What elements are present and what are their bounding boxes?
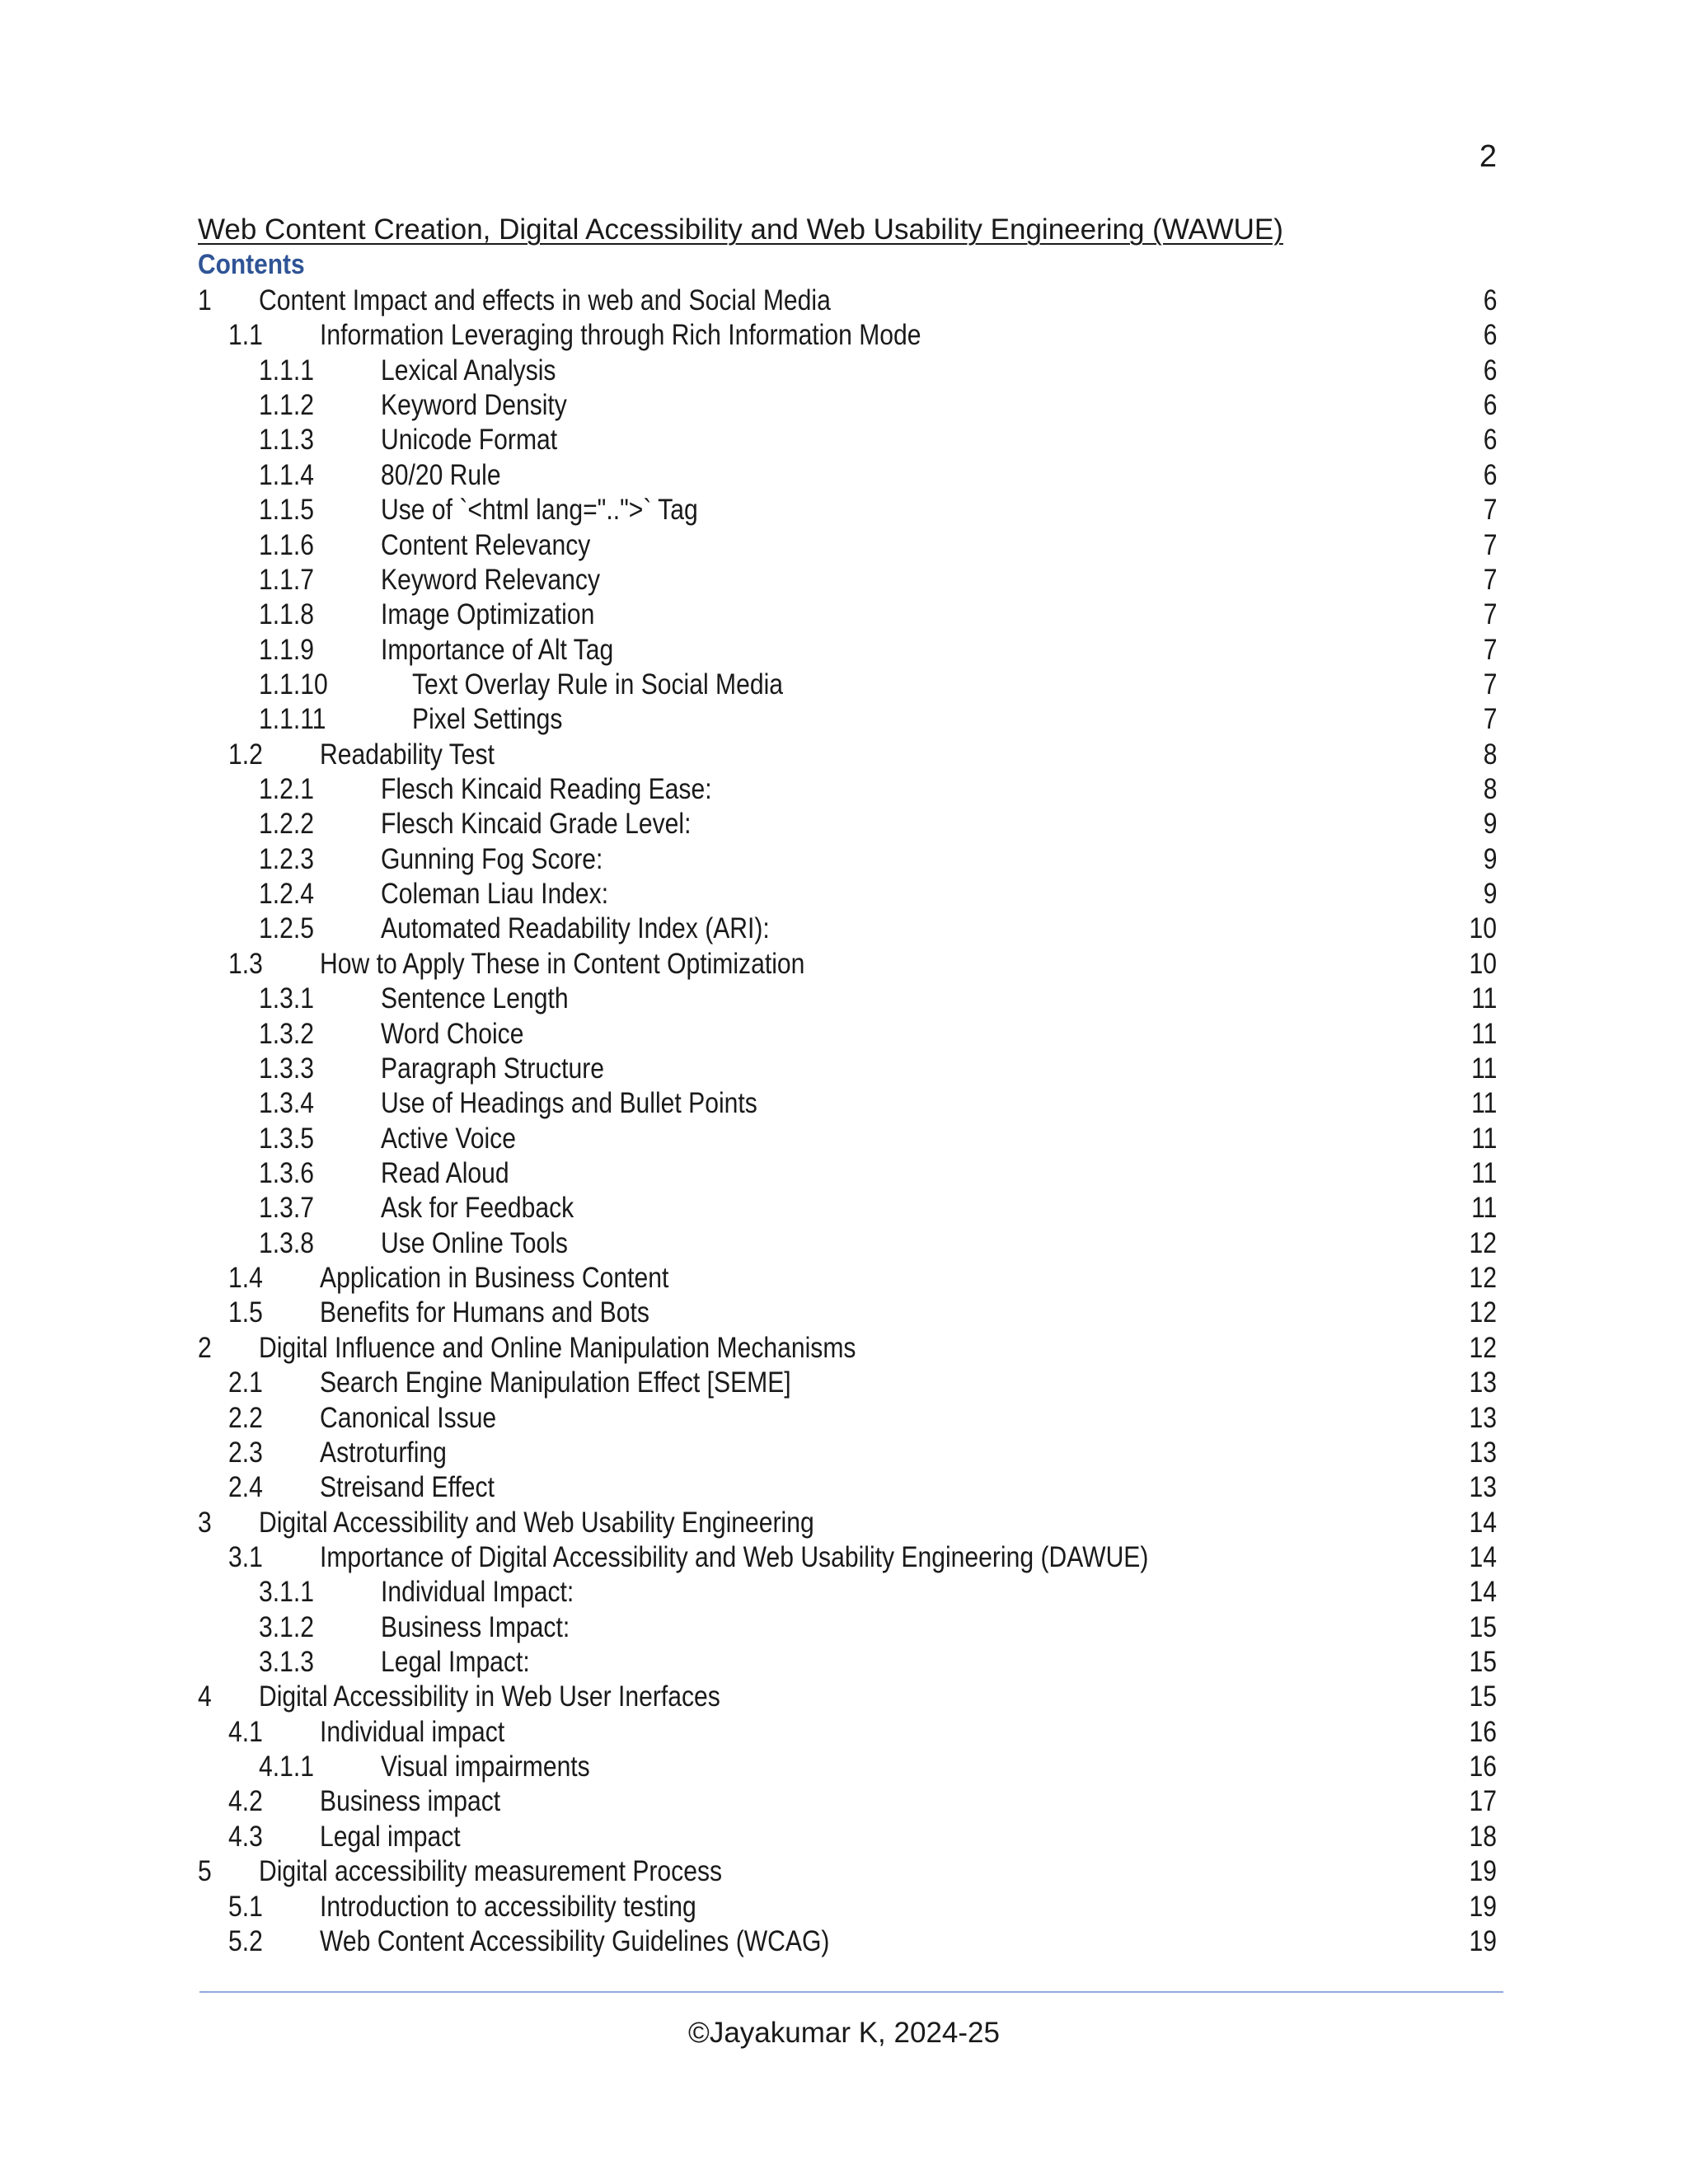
toc-entry-title: Individual Impact: bbox=[381, 1576, 574, 1609]
toc-entry[interactable] bbox=[0, 1366, 1688, 1400]
toc-entry[interactable] bbox=[0, 1784, 1688, 1819]
toc-entry[interactable] bbox=[0, 528, 1688, 563]
toc-entry-number: 1.2.2 bbox=[259, 808, 314, 841]
toc-entry-title: Digital Accessibility and Web Usability Engineering bbox=[259, 1506, 814, 1539]
toc-entry[interactable] bbox=[0, 1540, 1688, 1575]
toc-entry-title: Visual impairments bbox=[381, 1750, 590, 1783]
toc-entry-page: 12 bbox=[1469, 1262, 1497, 1295]
toc-entry-page: 17 bbox=[1469, 1785, 1497, 1818]
toc-entry-title: Use of Headings and Bullet Points bbox=[381, 1087, 757, 1120]
toc-entry[interactable] bbox=[0, 1575, 1688, 1610]
page-number: 2 bbox=[1479, 139, 1497, 174]
toc-entry-title: Search Engine Manipulation Effect [SEME] bbox=[320, 1366, 791, 1399]
toc-entry-page: 7 bbox=[1483, 563, 1497, 596]
toc-entry-page: 13 bbox=[1469, 1366, 1497, 1399]
toc-entry-number: 4.1.1 bbox=[259, 1750, 314, 1783]
toc-entry-number: 1.1.10 bbox=[259, 668, 328, 701]
toc-entry-number: 1.1.4 bbox=[259, 458, 314, 491]
toc-entry[interactable] bbox=[0, 1156, 1688, 1191]
toc-entry[interactable] bbox=[0, 1436, 1688, 1470]
toc-entry[interactable] bbox=[0, 1017, 1688, 1052]
toc-entry-number: 1.2.4 bbox=[259, 878, 314, 911]
toc-entry[interactable] bbox=[0, 1854, 1688, 1889]
toc-entry-title: Ask for Feedback bbox=[381, 1192, 574, 1225]
toc-entry[interactable] bbox=[0, 633, 1688, 668]
toc-entry-title: Flesch Kincaid Reading Ease: bbox=[381, 773, 712, 806]
toc-entry-page: 18 bbox=[1469, 1820, 1497, 1853]
toc-entry-number: 1.2.3 bbox=[259, 842, 314, 875]
toc-entry-page: 11 bbox=[1470, 1192, 1497, 1225]
toc-entry[interactable] bbox=[0, 354, 1688, 388]
toc-entry-number: 2.4 bbox=[228, 1471, 263, 1504]
toc-entry-page: 11 bbox=[1470, 1052, 1497, 1085]
contents-heading: Contents bbox=[198, 249, 305, 280]
toc-entry-page: 14 bbox=[1469, 1576, 1497, 1609]
toc-entry-number: 4.1 bbox=[228, 1715, 263, 1748]
toc-entry-page: 14 bbox=[1469, 1506, 1497, 1539]
toc-entry-page: 6 bbox=[1483, 458, 1497, 491]
toc-entry-page: 10 bbox=[1469, 912, 1497, 945]
toc-entry-page: 7 bbox=[1483, 598, 1497, 631]
toc-entry-title: Astroturfing bbox=[320, 1436, 447, 1469]
toc-entry-title: Text Overlay Rule in Social Media bbox=[412, 668, 784, 701]
toc-entry[interactable] bbox=[0, 1506, 1688, 1540]
toc-entry[interactable] bbox=[0, 458, 1688, 493]
toc-entry-page: 12 bbox=[1469, 1296, 1497, 1329]
toc-entry[interactable] bbox=[0, 1890, 1688, 1924]
toc-entry-number: 1.1.11 bbox=[259, 703, 326, 736]
toc-entry-title: Readability Test bbox=[320, 738, 495, 771]
toc-entry[interactable] bbox=[0, 738, 1688, 772]
toc-entry[interactable] bbox=[0, 388, 1688, 423]
toc-entry-page: 15 bbox=[1469, 1646, 1497, 1679]
toc-entry-number: 1.4 bbox=[228, 1262, 263, 1295]
toc-entry-title: How to Apply These in Content Optimization bbox=[320, 947, 805, 980]
toc-entry-page: 7 bbox=[1483, 494, 1497, 527]
toc-entry-title: Digital Accessibility in Web User Inerfaces bbox=[259, 1680, 720, 1713]
toc-entry-title: Business impact bbox=[320, 1785, 501, 1818]
toc-entry-page: 7 bbox=[1483, 703, 1497, 736]
toc-entry[interactable] bbox=[0, 1610, 1688, 1645]
toc-entry-page: 8 bbox=[1483, 773, 1497, 806]
toc-entry-number: 3.1.2 bbox=[259, 1610, 314, 1643]
toc-entry-page: 11 bbox=[1470, 982, 1497, 1015]
toc-entry-page: 6 bbox=[1483, 354, 1497, 387]
toc-entry-number: 1.2 bbox=[228, 738, 263, 771]
toc-entry-page: 14 bbox=[1469, 1540, 1497, 1573]
toc-entry-number: 5 bbox=[198, 1855, 212, 1888]
toc-entry-title: Lexical Analysis bbox=[381, 354, 556, 387]
toc-entry-title: Canonical Issue bbox=[320, 1401, 497, 1434]
toc-entry[interactable] bbox=[0, 1820, 1688, 1854]
toc-entry-title: Automated Readability Index (ARI): bbox=[381, 912, 770, 945]
toc-entry[interactable] bbox=[0, 947, 1688, 982]
toc-entry[interactable] bbox=[0, 1226, 1688, 1261]
toc-entry-number: 2.3 bbox=[228, 1436, 263, 1469]
toc-entry-page: 16 bbox=[1469, 1750, 1497, 1783]
toc-entry-title: Introduction to accessibility testing bbox=[320, 1890, 696, 1923]
toc-entry-number: 5.1 bbox=[228, 1890, 263, 1923]
toc-entry[interactable] bbox=[0, 1470, 1688, 1505]
toc-entry-title: Benefits for Humans and Bots bbox=[320, 1296, 649, 1329]
toc-entry-page: 13 bbox=[1469, 1436, 1497, 1469]
toc-entry-title: Digital accessibility measurement Process bbox=[259, 1855, 723, 1888]
toc-entry-number: 1.1.6 bbox=[259, 528, 314, 561]
toc-entry-number: 1.3.5 bbox=[259, 1122, 314, 1155]
toc-entry-number: 3.1.3 bbox=[259, 1646, 314, 1679]
toc-entry-title: Paragraph Structure bbox=[381, 1052, 605, 1085]
toc-entry-title: Digital Influence and Online Manipulation Mechanisms bbox=[259, 1331, 856, 1364]
toc-entry-page: 13 bbox=[1469, 1471, 1497, 1504]
toc-entry-number: 1.1 bbox=[228, 319, 263, 352]
toc-entry-page: 19 bbox=[1469, 1855, 1497, 1888]
toc-entry-number: 1.1.9 bbox=[259, 633, 314, 666]
toc-entry[interactable] bbox=[0, 877, 1688, 912]
toc-entry[interactable] bbox=[0, 842, 1688, 877]
toc-entry[interactable] bbox=[0, 1086, 1688, 1121]
toc-entry-title: Read Aloud bbox=[381, 1156, 509, 1189]
toc-entry-title: Pixel Settings bbox=[412, 703, 563, 736]
toc-entry-title: Content Impact and effects in web and Social Media bbox=[259, 284, 831, 316]
toc-entry-page: 12 bbox=[1469, 1226, 1497, 1259]
toc-entry-page: 7 bbox=[1483, 668, 1497, 701]
toc-entry-title: Individual impact bbox=[320, 1715, 505, 1748]
toc-entry-number: 1.3.8 bbox=[259, 1226, 314, 1259]
toc-entry-title: Keyword Density bbox=[381, 389, 567, 422]
toc-entry-title: Legal Impact: bbox=[381, 1646, 530, 1679]
toc-entry-page: 8 bbox=[1483, 738, 1497, 771]
toc-entry-page: 15 bbox=[1469, 1610, 1497, 1643]
toc-entry[interactable] bbox=[0, 912, 1688, 946]
toc-entry-page: 10 bbox=[1469, 947, 1497, 980]
toc-entry[interactable] bbox=[0, 1401, 1688, 1436]
toc-entry-title: Web Content Accessibility Guidelines (WCAG) bbox=[320, 1924, 830, 1957]
toc-entry-number: 1.1.2 bbox=[259, 389, 314, 422]
toc-entry-number: 1.2.5 bbox=[259, 912, 314, 945]
toc-entry-number: 1.2.1 bbox=[259, 773, 314, 806]
toc-entry-number: 2.1 bbox=[228, 1366, 263, 1399]
toc-entry-number: 5.2 bbox=[228, 1924, 263, 1957]
toc-entry[interactable] bbox=[0, 284, 1688, 318]
toc-entry[interactable] bbox=[0, 598, 1688, 632]
toc-entry[interactable] bbox=[0, 318, 1688, 353]
toc-entry-number: 1.3 bbox=[228, 947, 263, 980]
document-title: Web Content Creation, Digital Accessibility and Web Usability Engineering (WAWUE) bbox=[198, 213, 1283, 246]
toc-entry-title: Flesch Kincaid Grade Level: bbox=[381, 808, 692, 841]
toc-entry-title: Use of `<html lang="..">` Tag bbox=[381, 494, 698, 527]
toc-entry[interactable] bbox=[0, 702, 1688, 737]
toc-entry-number: 1 bbox=[198, 284, 212, 316]
toc-entry-number: 3 bbox=[198, 1506, 212, 1539]
toc-entry-number: 2 bbox=[198, 1331, 212, 1364]
toc-entry-page: 16 bbox=[1469, 1715, 1497, 1748]
toc-entry-number: 1.3.4 bbox=[259, 1087, 314, 1120]
toc-entry-number: 1.1.5 bbox=[259, 494, 314, 527]
toc-entry-title: Use Online Tools bbox=[381, 1226, 568, 1259]
toc-entry-number: 3.1.1 bbox=[259, 1576, 314, 1609]
toc-entry-page: 11 bbox=[1470, 1017, 1497, 1050]
toc-entry-page: 9 bbox=[1483, 842, 1497, 875]
toc-entry-number: 1.3.3 bbox=[259, 1052, 314, 1085]
toc-entry-number: 1.3.6 bbox=[259, 1156, 314, 1189]
toc-entry-title: Active Voice bbox=[381, 1122, 516, 1155]
toc-entry-title: Streisand Effect bbox=[320, 1471, 495, 1504]
toc-entry[interactable] bbox=[0, 1750, 1688, 1784]
toc-entry[interactable] bbox=[0, 1261, 1688, 1296]
toc-entry[interactable] bbox=[0, 1680, 1688, 1714]
toc-entry[interactable] bbox=[0, 1052, 1688, 1086]
toc-entry-title: Coleman Liau Index: bbox=[381, 878, 609, 911]
toc-entry-page: 7 bbox=[1483, 528, 1497, 561]
toc-entry-page: 11 bbox=[1470, 1122, 1497, 1155]
table-of-contents bbox=[0, 284, 1688, 1959]
footer-divider bbox=[199, 1991, 1503, 1993]
toc-entry-title: 80/20 Rule bbox=[381, 458, 501, 491]
toc-entry-title: Word Choice bbox=[381, 1017, 524, 1050]
toc-entry-number: 1.1.3 bbox=[259, 424, 314, 457]
toc-entry-page: 6 bbox=[1483, 319, 1497, 352]
toc-entry[interactable] bbox=[0, 1645, 1688, 1680]
toc-entry-number: 1.3.1 bbox=[259, 982, 314, 1015]
toc-entry[interactable] bbox=[0, 493, 1688, 527]
toc-entry[interactable] bbox=[0, 423, 1688, 457]
toc-entry[interactable] bbox=[0, 1331, 1688, 1366]
toc-entry-page: 19 bbox=[1469, 1890, 1497, 1923]
toc-entry-page: 13 bbox=[1469, 1401, 1497, 1434]
toc-entry-page: 12 bbox=[1469, 1331, 1497, 1364]
toc-entry[interactable] bbox=[0, 1715, 1688, 1750]
toc-entry[interactable] bbox=[0, 1296, 1688, 1330]
toc-entry-page: 6 bbox=[1483, 389, 1497, 422]
toc-entry-number: 4 bbox=[198, 1680, 212, 1713]
toc-entry-number: 1.3.2 bbox=[259, 1017, 314, 1050]
toc-entry-title: Keyword Relevancy bbox=[381, 563, 601, 596]
toc-entry-page: 11 bbox=[1470, 1156, 1497, 1189]
toc-entry-title: Unicode Format bbox=[381, 424, 558, 457]
toc-entry-page: 19 bbox=[1469, 1924, 1497, 1957]
toc-entry-page: 11 bbox=[1470, 1087, 1497, 1120]
toc-entry-title: Content Relevancy bbox=[381, 528, 591, 561]
toc-entry-number: 4.2 bbox=[228, 1785, 263, 1818]
toc-entry-number: 3.1 bbox=[228, 1540, 263, 1573]
toc-entry-title: Business Impact: bbox=[381, 1610, 570, 1643]
toc-entry[interactable] bbox=[0, 807, 1688, 841]
toc-entry-number: 1.3.7 bbox=[259, 1192, 314, 1225]
toc-entry[interactable] bbox=[0, 982, 1688, 1016]
toc-entry-number: 2.2 bbox=[228, 1401, 263, 1434]
toc-entry-page: 9 bbox=[1483, 808, 1497, 841]
toc-entry-number: 1.1.7 bbox=[259, 563, 314, 596]
toc-entry-number: 1.1.1 bbox=[259, 354, 314, 387]
toc-entry-number: 1.5 bbox=[228, 1296, 263, 1329]
toc-entry-title: Information Leveraging through Rich Information Mode bbox=[320, 319, 921, 352]
toc-entry-number: 1.1.8 bbox=[259, 598, 314, 631]
toc-entry-title: Gunning Fog Score: bbox=[381, 842, 603, 875]
toc-entry[interactable] bbox=[0, 563, 1688, 598]
toc-entry[interactable] bbox=[0, 668, 1688, 702]
toc-entry-title: Legal impact bbox=[320, 1820, 461, 1853]
toc-entry-page: 6 bbox=[1483, 424, 1497, 457]
toc-entry-title: Importance of Alt Tag bbox=[381, 633, 614, 666]
toc-entry[interactable] bbox=[0, 1122, 1688, 1156]
toc-entry-number: 4.3 bbox=[228, 1820, 263, 1853]
toc-entry-page: 7 bbox=[1483, 633, 1497, 666]
toc-entry-title: Image Optimization bbox=[381, 598, 595, 631]
toc-entry[interactable] bbox=[0, 1924, 1688, 1959]
toc-entry[interactable] bbox=[0, 1191, 1688, 1226]
toc-entry-title: Importance of Digital Accessibility and Web Usability Engineering (DAWUE) bbox=[320, 1540, 1149, 1573]
toc-entry-page: 15 bbox=[1469, 1680, 1497, 1713]
footer-copyright: ©Jayakumar K, 2024-25 bbox=[688, 2017, 1000, 2049]
toc-entry-page: 6 bbox=[1483, 284, 1497, 316]
toc-entry-title: Application in Business Content bbox=[320, 1262, 669, 1295]
toc-entry-page: 9 bbox=[1483, 878, 1497, 911]
toc-entry[interactable] bbox=[0, 772, 1688, 807]
toc-entry-title: Sentence Length bbox=[381, 982, 569, 1015]
